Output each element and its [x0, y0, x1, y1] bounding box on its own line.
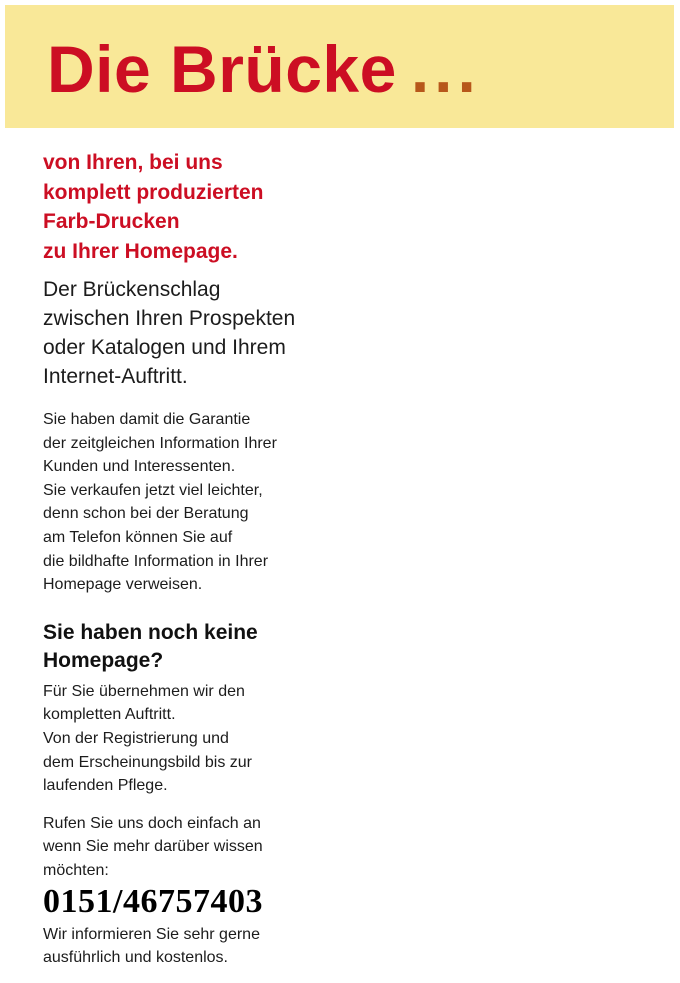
subtitle: von Ihren, bei uns komplett produzierten Farb-Drucken zu Ihrer Homepage.: [43, 151, 264, 263]
closing-paragraph: Wir informieren Sie sehr gerne ausführlich und kostenlos.: [43, 925, 260, 967]
guarantee-paragraph: Sie haben damit die Garantie der zeitgleichen Information Ihrer Kunden und Interessenten. Sie verkaufen jetzt viel leichter, denn schon bei der Beratung am Telefon können Sie auf die bildhafte Information in Ihrer Homepage verweisen.: [43, 411, 277, 594]
call-to-action-paragraph: Rufen Sie uns doch einfach an wenn Sie mehr darüber wissen möchten:: [43, 814, 263, 879]
page-title-text: Die Brücke: [47, 32, 397, 106]
main-content: [43, 148, 363, 970]
header-banner: [5, 5, 674, 128]
service-paragraph: Für Sie übernehmen wir den kompletten Auftritt. Von der Registrierung und dem Erscheinungsbild bis zur laufenden Pflege.: [43, 682, 252, 795]
phone-number: 0151/46757403: [43, 882, 263, 920]
title-ellipsis: ...: [410, 32, 481, 106]
intro-text: Der Brückenschlag zwischen Ihren Prospekten oder Katalogen und Ihrem Internet-Auftritt.: [43, 278, 296, 388]
no-homepage-heading: Sie haben noch keine Homepage?: [43, 620, 258, 672]
page-title: [47, 29, 481, 109]
